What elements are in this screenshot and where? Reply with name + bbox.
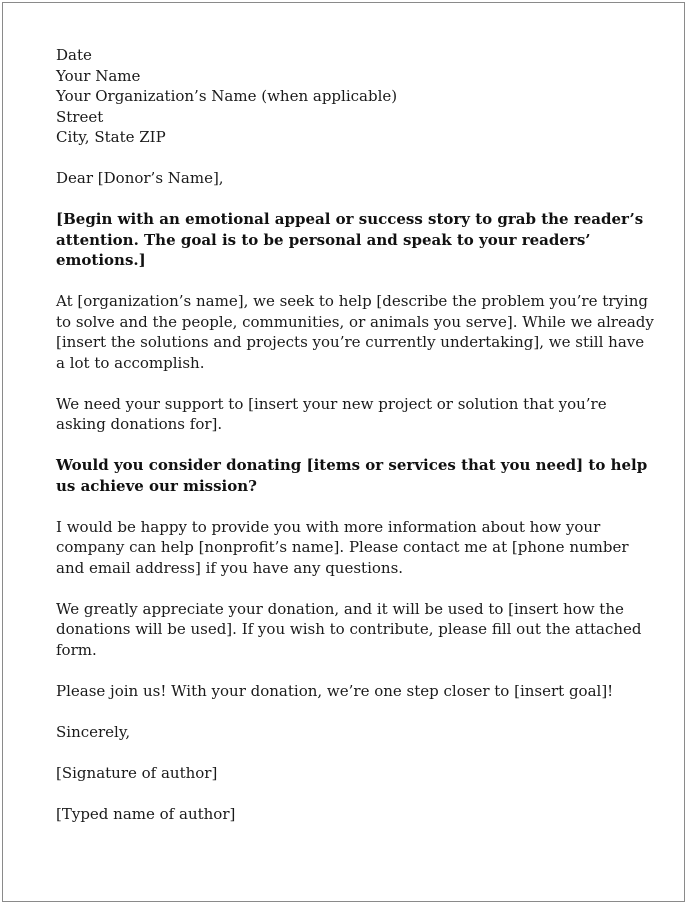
city-state-zip-line: City, State ZIP — [56, 128, 166, 146]
contact-paragraph: I would be happy to provide you with more information about how your company can help [nonprofit’s name]. Please contact me at [phone number and email address] if you have any questions. — [56, 517, 629, 577]
salutation: Dear [Donor’s Name], — [56, 169, 224, 187]
join-us-paragraph: Please join us! With your donation, we’re one step closer to [insert goal]! — [56, 681, 614, 700]
support-paragraph: We need your support to [insert your new project or solution that you’re asking donations for]. — [56, 394, 607, 433]
letter-body — [56, 45, 656, 824]
typed-name-line: [Typed name of author] — [56, 804, 236, 823]
letter-page — [2, 2, 685, 902]
organization-line: Your Organization’s Name (when applicable) — [56, 87, 398, 105]
your-name-line: Your Name — [56, 66, 141, 85]
date-line: Date — [56, 46, 92, 64]
closing-line: Sincerely, — [56, 722, 131, 741]
organization-paragraph: At [organization’s name], we seek to help [describe the problem you’re trying to solve and the people, communities, or animals you serve]. While we already [insert the solutions and projects you’re currently undertaking], we still have a lot to accomplish. — [56, 292, 654, 372]
sender-address-block — [56, 45, 656, 148]
opening-appeal-paragraph: [Begin with an emotional appeal or success story to grab the reader’s attention. The goal is to be personal and speak to your readers’ emotions.] — [56, 210, 644, 269]
street-line: Street — [56, 107, 104, 126]
appreciation-paragraph: We greatly appreciate your donation, and it will be used to [insert how the donations will be used]. If you wish to contribute, please fill out the attached form. — [56, 599, 642, 659]
donation-question-paragraph: Would you consider donating [items or services that you need] to help us achieve our mission? — [56, 456, 648, 495]
signature-line: [Signature of author] — [56, 763, 218, 782]
